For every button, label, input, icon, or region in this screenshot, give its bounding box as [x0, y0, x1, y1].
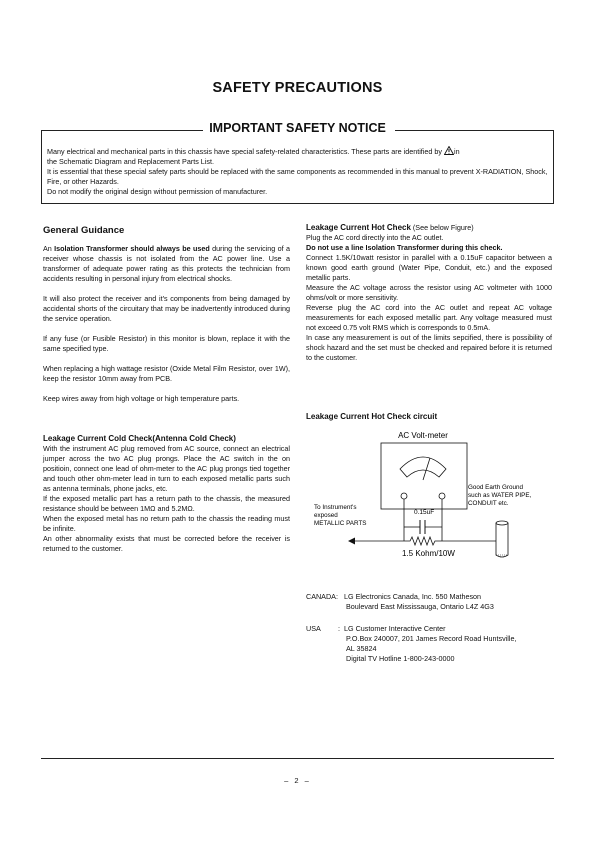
circuit-heading: Leakage Current Hot Check circuit	[306, 412, 438, 421]
ground-label-1: Good Earth Ground	[468, 484, 523, 491]
ground-label-2: such as WATER PIPE,	[468, 492, 532, 499]
general-guidance-heading: General Guidance	[43, 225, 125, 236]
probe-label-1: To Instrument's	[314, 504, 357, 511]
probe-label-2: exposed	[314, 512, 338, 519]
usa-label: USA	[306, 624, 321, 633]
canada-line-1: LG Electronics Canada, Inc. 550 Matheson	[344, 592, 482, 601]
resistor-label: 1.5 Kohm/10W	[402, 549, 455, 558]
hot-para-2: Do not use a line Isolation Transformer during this check.	[306, 243, 503, 252]
right-column	[306, 223, 552, 363]
resistor-symbol	[404, 537, 442, 545]
cold-check-heading: Leakage Current Cold Check(Antenna Cold Check)	[43, 434, 236, 443]
usa-line-3: AL 35824	[346, 644, 377, 653]
warning-triangle-icon	[444, 146, 454, 155]
cold-para-2: If the exposed metallic part has a return path to the chassis, the measured resistance should be between 1MΩ and 5.2MΩ.	[43, 494, 290, 513]
hot-para-3: Connect 1.5K/10watt resistor in parallel with a 0.15uF capacitor between a known good earth ground (Water Pipe, Conduit, etc.) and the exposed metallic parts.	[306, 253, 552, 282]
hot-check-heading: Leakage Current Hot Check (See below Figure)	[306, 223, 474, 232]
left-column	[43, 226, 290, 554]
hot-para-4: Measure the AC voltage across the resistor using AC voltmeter with 1000 ohms/volt or more sensitivity.	[306, 283, 552, 302]
usa-line-1: LG Customer Interactive Center	[344, 624, 446, 633]
canada-label: CANADA:	[306, 592, 338, 601]
cold-para-3: When the exposed metal has no return path to the chassis the reading must be infinite.	[43, 514, 290, 533]
general-para-4: When replacing a high wattage resistor (Oxide Metal Film Resistor, over 1W), keep the resistor 10mm away from PCB.	[43, 364, 290, 383]
canada-line-2: Boulevard East Mississauga, Ontario L4Z 4G3	[346, 602, 494, 611]
footer-rule	[41, 758, 554, 759]
usa-colon: :	[338, 624, 340, 633]
general-para-1: An Isolation Transformer should always be used during the servicing of a receiver whose chassis is not isolated from the AC power line. Use a transformer of adequate power rating as this protects the technician from accidents resulting in personal injury from electrical shocks.	[43, 244, 290, 283]
page-title: SAFETY PRECAUTIONS	[212, 80, 383, 96]
hot-para-6: In case any measurement is out of the limits sepcified, there is possibility of shock hazard and the set must be checked and repaired before it is returned to the customer.	[306, 333, 552, 362]
hot-check-circuit-diagram	[306, 425, 556, 565]
meter-terminal-left	[401, 493, 407, 499]
address-block	[306, 592, 556, 668]
page-number: – 2 –	[284, 776, 311, 785]
meter-label: AC Volt-meter	[398, 431, 448, 440]
hot-para-1: Plug the AC cord directly into the AC outlet.	[306, 233, 444, 242]
general-para-3: If any fuse (or Fusible Resistor) in this monitor is blown, replace it with the same specified type.	[43, 334, 290, 353]
general-para-5: Keep wires away from high voltage or high temperature parts.	[43, 394, 240, 403]
probe-arrow	[348, 538, 355, 545]
notice-text: Many electrical and mechanical parts in this chassis have special safety-related characteristics. These parts are identified by in the Schematic Diagram and Replacement Parts List. It is essential that these special safety parts should be replaced with the same components as recommended in this manual to prevent X-RADIATION, Shock, Fire, or other Hazards. Do not modify the original design without permission of manufacturer.	[47, 147, 548, 196]
usa-line-4: Digital TV Hotline 1-800-243-0000	[346, 654, 455, 663]
notice-heading: IMPORTANT SAFETY NOTICE	[0, 121, 595, 135]
hot-para-5: Reverse plug the AC cord into the AC outlet and repeat AC voltage measurements for each exposed metallic part. Any voltage measured must not exceed 0.75 volt RMS which is corresponds to 0.5mA.	[306, 303, 552, 332]
cold-para-1: With the instrument AC plug removed from AC source, connect an electrical jumper across the two AC plug prongs. Place the AC switch in the on positioin, connect one lead of ohm-meter to the AC plug prongs tied together and touch other ohm-meter lead in turn to each exposed metallic parts such as antenna terminals, phone jacks, etc.	[43, 444, 290, 493]
capacitor-label: 0.15uF	[414, 509, 435, 516]
usa-line-2: P.O.Box 240007, 201 James Record Road Huntsville,	[346, 634, 517, 643]
general-para-2: It will also protect the receiver and it's components from being damaged by accidental shorts of the circuitary that may be inadvertently introduced during the service operation.	[43, 294, 290, 323]
cold-para-4: An other abnormality exists that must be corrected before the receiver is returned to the customer.	[43, 534, 290, 553]
probe-label-3: METALLIC PARTS	[314, 520, 367, 527]
water-pipe-icon	[496, 521, 508, 557]
meter-terminal-right	[439, 493, 445, 499]
ground-label-3: CONDUIT etc.	[468, 500, 509, 507]
